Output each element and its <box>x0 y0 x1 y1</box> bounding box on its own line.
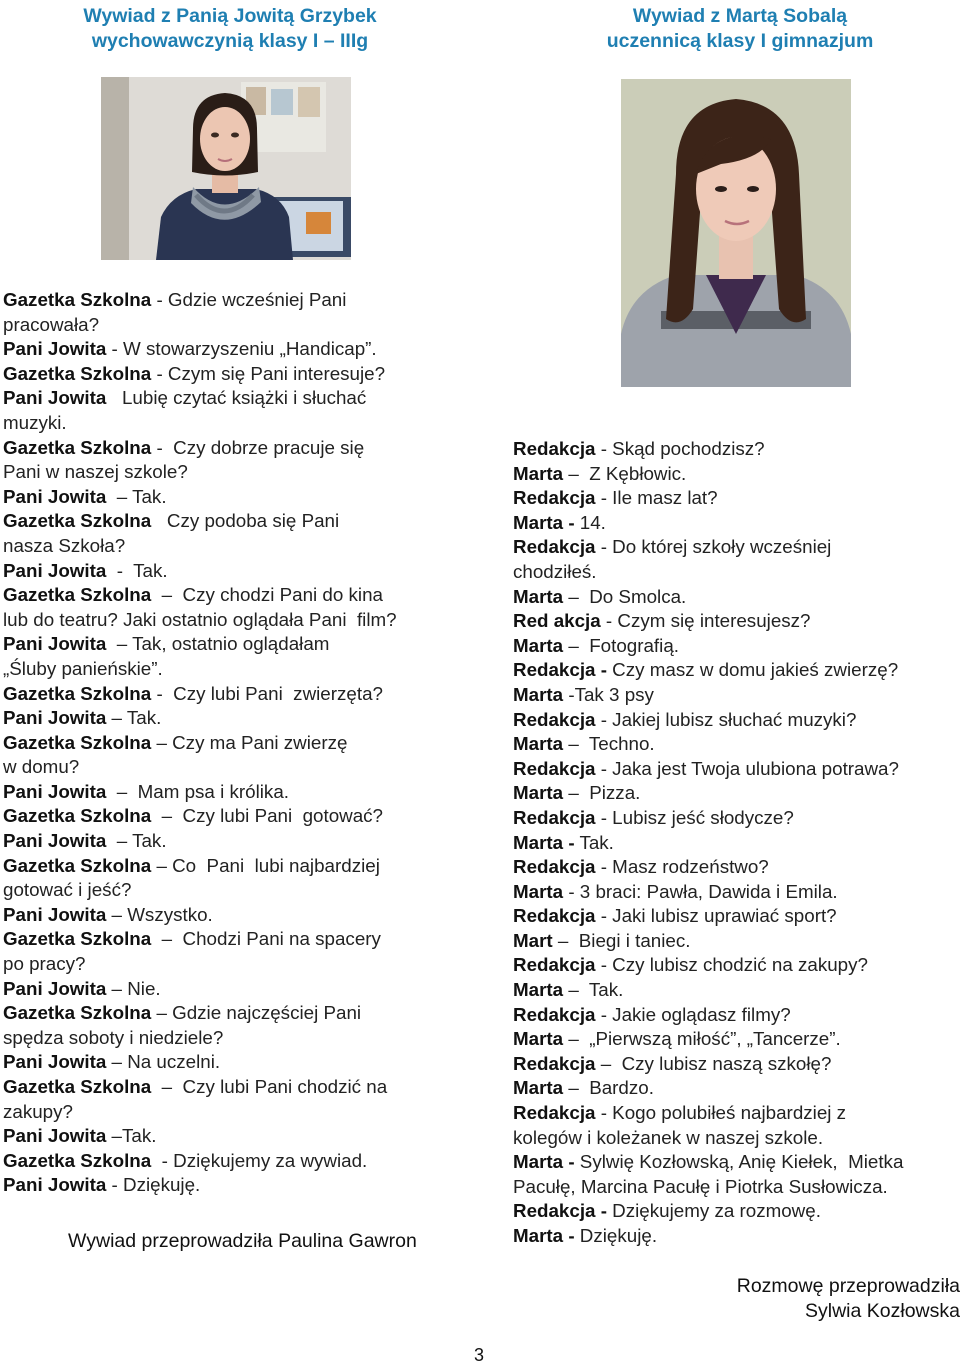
interview-line <box>513 1052 960 1077</box>
interview-line <box>513 978 960 1003</box>
utterance-text: lub do teatru? Jaki ostatnio oglądała Pani film? <box>3 608 397 630</box>
speaker-name: Mart <box>513 929 553 951</box>
utterance-text: – Czy chodzi Pani do kina <box>151 584 383 606</box>
utterance-text: – Czy ma Pani zwierzę <box>151 731 348 753</box>
interview-line <box>3 386 473 411</box>
utterance-text: - Czy lubi Pani zwierzęta? <box>151 682 383 704</box>
teacher-interview-text <box>3 288 473 1198</box>
interview-line <box>513 1199 960 1224</box>
speaker-name: Redakcja <box>513 708 596 730</box>
utterance-text: w domu? <box>3 756 80 778</box>
interview-line <box>3 288 473 313</box>
speaker-name: Marta <box>513 634 564 656</box>
speaker-name: Gazetka Szkolna <box>3 682 152 704</box>
utterance-text: - W stowarzyszeniu „Handicap”. <box>106 338 377 360</box>
right-credit-line-1: Rozmowę przeprowadziła <box>736 1275 960 1297</box>
utterance-text: – Co Pani lubi najbardziej <box>151 854 380 876</box>
utterance-text: – Tak, ostatnio oglądałam <box>106 633 330 655</box>
utterance-text: Dziękujemy za rozmowę. <box>606 1200 821 1222</box>
interview-line <box>3 1075 473 1100</box>
interview-line <box>3 731 473 756</box>
utterance-text: Pacułę, Marcina Pacułę i Piotrka Susłowicza. <box>513 1175 888 1197</box>
utterance-text: – Tak. <box>106 485 167 507</box>
interview-line <box>513 609 960 634</box>
speaker-name: Pani Jowita <box>3 780 107 802</box>
utterance-text: Sylwię Kozłowską, Anię Kiełek, Mietka <box>574 1151 904 1173</box>
utterance-text: – Gdzie najczęściej Pani <box>151 1002 362 1024</box>
interview-line <box>3 682 473 707</box>
speaker-name: Redakcja - <box>513 1200 607 1222</box>
interview-line <box>3 1026 473 1051</box>
interview-line <box>3 583 473 608</box>
interview-line <box>3 854 473 879</box>
left-heading-line-1: Wywiad z Panią Jowitą Grzybek <box>83 5 377 27</box>
utterance-text: - Lubisz jeść słodycze? <box>595 806 794 828</box>
utterance-text: Lubię czytać książki i słuchać <box>106 387 367 409</box>
speaker-name: Redakcja <box>513 1003 596 1025</box>
utterance-text: –Tak. <box>106 1125 157 1147</box>
utterance-text: – Z Kębłowic. <box>563 462 687 484</box>
speaker-name: Pani Jowita <box>3 977 107 999</box>
utterance-text: muzyki. <box>3 411 67 433</box>
interview-line <box>513 1150 960 1175</box>
utterance-text: - Jakie oglądasz filmy? <box>595 1003 791 1025</box>
interview-line <box>513 757 960 782</box>
interview-line <box>513 1175 960 1200</box>
interview-line <box>3 804 473 829</box>
interview-line <box>513 1126 960 1151</box>
interview-line <box>513 806 960 831</box>
utterance-text: Tak. <box>574 831 614 853</box>
speaker-name: Marta <box>513 462 564 484</box>
utterance-text: Czy masz w domu jakieś zwierzę? <box>606 659 899 681</box>
speaker-name: Gazetka Szkolna <box>3 289 152 310</box>
speaker-name: Gazetka Szkolna <box>3 805 152 827</box>
utterance-text: - Dziękuję. <box>106 1174 201 1196</box>
interview-line <box>513 1027 960 1052</box>
utterance-text: – „Pierwszą miłość”, „Tancerze”. <box>563 1028 841 1050</box>
interview-line <box>513 462 960 487</box>
utterance-text: gotować i jeść? <box>3 879 132 901</box>
speaker-name: Redakcja - <box>513 659 607 681</box>
interview-line <box>513 560 960 585</box>
utterance-text: kolegów i koleżanek w naszej szkole. <box>513 1126 824 1148</box>
interview-line <box>513 1224 960 1249</box>
speaker-name: Redakcja <box>513 856 596 878</box>
interview-line <box>3 411 473 436</box>
speaker-name: Redakcja <box>513 487 596 509</box>
utterance-text: – Pizza. <box>563 782 641 804</box>
interview-line <box>3 1149 473 1174</box>
utterance-text: zakupy? <box>3 1100 73 1122</box>
speaker-name: Pani Jowita <box>3 387 107 409</box>
utterance-text: – Biegi i taniec. <box>552 929 691 951</box>
interview-line <box>3 1050 473 1075</box>
utterance-text: – Techno. <box>563 733 655 755</box>
utterance-text: - Kogo polubiłeś najbardziej z <box>595 1102 847 1124</box>
speaker-name: Pani Jowita <box>3 707 107 729</box>
right-heading-line-1: Wywiad z Martą Sobalą <box>632 5 848 27</box>
interview-line <box>513 535 960 560</box>
interview-line <box>3 878 473 903</box>
interview-line <box>3 780 473 805</box>
utterance-text: Dziękuję. <box>574 1225 658 1246</box>
speaker-name: Marta - <box>513 511 575 533</box>
left-heading-line-2: wychowawczynią klasy I – IIIg <box>91 30 369 52</box>
speaker-name: Redakcja <box>513 536 596 558</box>
interview-line <box>3 1173 473 1198</box>
utterance-text: - Tak. <box>106 559 168 581</box>
speaker-name: Gazetka Szkolna <box>3 854 152 876</box>
speaker-name: Pani Jowita <box>3 485 107 507</box>
utterance-text: - Czy dobrze pracuje się <box>151 436 365 458</box>
left-interview-heading <box>40 4 420 54</box>
interview-line <box>3 509 473 534</box>
interview-line <box>513 855 960 880</box>
interview-line <box>513 708 960 733</box>
utterance-text: – Nie. <box>106 977 161 999</box>
interview-line <box>3 1124 473 1149</box>
utterance-text: 14. <box>574 511 606 533</box>
utterance-text: – Wszystko. <box>106 903 213 925</box>
utterance-text: „Śluby panieńskie”. <box>3 657 163 679</box>
speaker-name: Gazetka Szkolna <box>3 1149 152 1171</box>
speaker-name: Gazetka Szkolna <box>3 928 152 950</box>
speaker-name: Redakcja <box>513 1102 596 1124</box>
interview-line <box>3 632 473 657</box>
speaker-name: Redakcja <box>513 1052 596 1074</box>
speaker-name: Pani Jowita <box>3 559 107 581</box>
utterance-text: - Czy lubisz chodzić na zakupy? <box>595 954 868 976</box>
interview-line <box>3 436 473 461</box>
interview-line <box>3 977 473 1002</box>
right-interview-heading <box>560 4 920 54</box>
interview-line <box>3 755 473 780</box>
speaker-name: Gazetka Szkolna <box>3 362 152 384</box>
student-portrait-image <box>621 79 851 387</box>
interview-line <box>513 658 960 683</box>
interview-line <box>3 534 473 559</box>
utterance-text: - Do której szkoły wcześniej <box>595 536 832 558</box>
interview-line <box>513 437 960 462</box>
page-number: 3 <box>474 1345 485 1365</box>
utterance-text: – Bardzo. <box>563 1077 654 1099</box>
utterance-text: - Masz rodzeństwo? <box>595 856 769 878</box>
utterance-text: - Jakiej lubisz słuchać muzyki? <box>595 708 857 730</box>
speaker-name: Redakcja <box>513 806 596 828</box>
teacher-portrait-image <box>101 77 351 260</box>
left-interview-credit: Wywiad przeprowadziła Paulina Gawron <box>68 1230 417 1252</box>
interview-line <box>3 559 473 584</box>
interview-line <box>3 337 473 362</box>
right-heading-line-2: uczennicą klasy I gimnazjum <box>606 30 874 52</box>
utterance-text: - Jaki lubisz uprawiać sport? <box>595 905 837 927</box>
speaker-name: Pani Jowita <box>3 1125 107 1147</box>
speaker-name: Marta - <box>513 1225 575 1246</box>
utterance-text: nasza Szkoła? <box>3 534 126 556</box>
interview-line <box>3 313 473 338</box>
speaker-name: Marta <box>513 585 564 607</box>
utterance-text: - Skąd pochodzisz? <box>595 438 765 459</box>
interview-line <box>513 732 960 757</box>
utterance-text: pracowała? <box>3 313 100 335</box>
interview-line <box>3 460 473 485</box>
speaker-name: Red akcja <box>513 610 601 632</box>
speaker-name: Gazetka Szkolna <box>3 1002 152 1024</box>
interview-line <box>513 831 960 856</box>
speaker-name: Gazetka Szkolna <box>3 731 152 753</box>
utterance-text: – Na uczelni. <box>106 1051 221 1073</box>
speaker-name: Marta <box>513 1028 564 1050</box>
speaker-name: Gazetka Szkolna <box>3 1076 152 1097</box>
speaker-name: Marta <box>513 1077 564 1099</box>
interview-line <box>3 829 473 854</box>
speaker-name: Pani Jowita <box>3 338 107 360</box>
interview-line <box>513 511 960 536</box>
speaker-name: Pani Jowita <box>3 633 107 655</box>
speaker-name: Pani Jowita <box>3 903 107 925</box>
right-interview-credit <box>737 1274 960 1324</box>
utterance-text: – Tak. <box>563 979 624 1001</box>
speaker-name: Redakcja <box>513 954 596 976</box>
utterance-text: - Jaka jest Twoja ulubiona potrawa? <box>595 757 899 779</box>
utterance-text: - Czym się interesujesz? <box>600 610 811 632</box>
interview-line <box>513 781 960 806</box>
utterance-text: – Czy lubi Pani chodzić na <box>151 1076 388 1097</box>
interview-line <box>513 634 960 659</box>
speaker-name: Marta <box>513 683 564 705</box>
interview-line <box>513 486 960 511</box>
speaker-name: Marta - <box>513 1151 575 1173</box>
utterance-text: spędza soboty i niedziele? <box>3 1026 224 1048</box>
speaker-name: Marta <box>513 880 564 902</box>
speaker-name: Marta <box>513 782 564 804</box>
interview-line <box>513 953 960 978</box>
student-interview-text <box>513 437 960 1249</box>
utterance-text: chodziłeś. <box>513 560 597 582</box>
speaker-name: Pani Jowita <box>3 1051 107 1073</box>
interview-line <box>3 362 473 387</box>
interview-line <box>513 1003 960 1028</box>
interview-line <box>3 706 473 731</box>
speaker-name: Gazetka Szkolna <box>3 584 152 606</box>
speaker-name: Gazetka Szkolna <box>3 510 152 532</box>
interview-line <box>3 1100 473 1125</box>
utterance-text: -Tak 3 psy <box>563 683 654 705</box>
utterance-text: Pani w naszej szkole? <box>3 461 188 483</box>
speaker-name: Redakcja <box>513 438 596 459</box>
utterance-text: – Do Smolca. <box>563 585 687 607</box>
utterance-text: – Tak. <box>106 830 167 852</box>
interview-line <box>513 683 960 708</box>
interview-line <box>513 1101 960 1126</box>
utterance-text: - 3 braci: Pawła, Dawida i Emila. <box>563 880 838 902</box>
utterance-text: Czy podoba się Pani <box>151 510 340 532</box>
utterance-text: – Chodzi Pani na spacery <box>151 928 381 950</box>
utterance-text: - Ile masz lat? <box>595 487 718 509</box>
speaker-name: Pani Jowita <box>3 830 107 852</box>
interview-line <box>3 485 473 510</box>
utterance-text: – Mam psa i królika. <box>106 780 289 802</box>
interview-line <box>3 903 473 928</box>
interview-line <box>513 880 960 905</box>
interview-line <box>3 927 473 952</box>
utterance-text: – Fotografią. <box>563 634 679 656</box>
interview-line <box>513 585 960 610</box>
teacher-portrait-photo <box>101 77 351 260</box>
utterance-text: – Czy lubi Pani gotować? <box>151 805 383 827</box>
interview-line <box>3 1001 473 1026</box>
interview-line <box>3 657 473 682</box>
right-credit-line-2: Sylwia Kozłowska <box>805 1300 960 1322</box>
interview-line <box>513 1076 960 1101</box>
student-portrait-photo <box>621 79 851 387</box>
speaker-name: Pani Jowita <box>3 1174 107 1196</box>
interview-line <box>513 904 960 929</box>
speaker-name: Marta <box>513 979 564 1001</box>
interview-line <box>513 929 960 954</box>
speaker-name: Marta <box>513 733 564 755</box>
utterance-text: – Tak. <box>106 707 162 729</box>
utterance-text: po pracy? <box>3 953 86 975</box>
interview-line <box>3 608 473 633</box>
utterance-text: - Czym się Pani interesuje? <box>151 362 386 384</box>
utterance-text: - Gdzie wcześniej Pani <box>151 289 347 310</box>
speaker-name: Gazetka Szkolna <box>3 436 152 458</box>
interview-line <box>3 952 473 977</box>
speaker-name: Redakcja <box>513 905 596 927</box>
utterance-text: – Czy lubisz naszą szkołę? <box>595 1052 832 1074</box>
speaker-name: Marta - <box>513 831 575 853</box>
speaker-name: Redakcja <box>513 757 596 779</box>
utterance-text: - Dziękujemy za wywiad. <box>151 1149 368 1171</box>
